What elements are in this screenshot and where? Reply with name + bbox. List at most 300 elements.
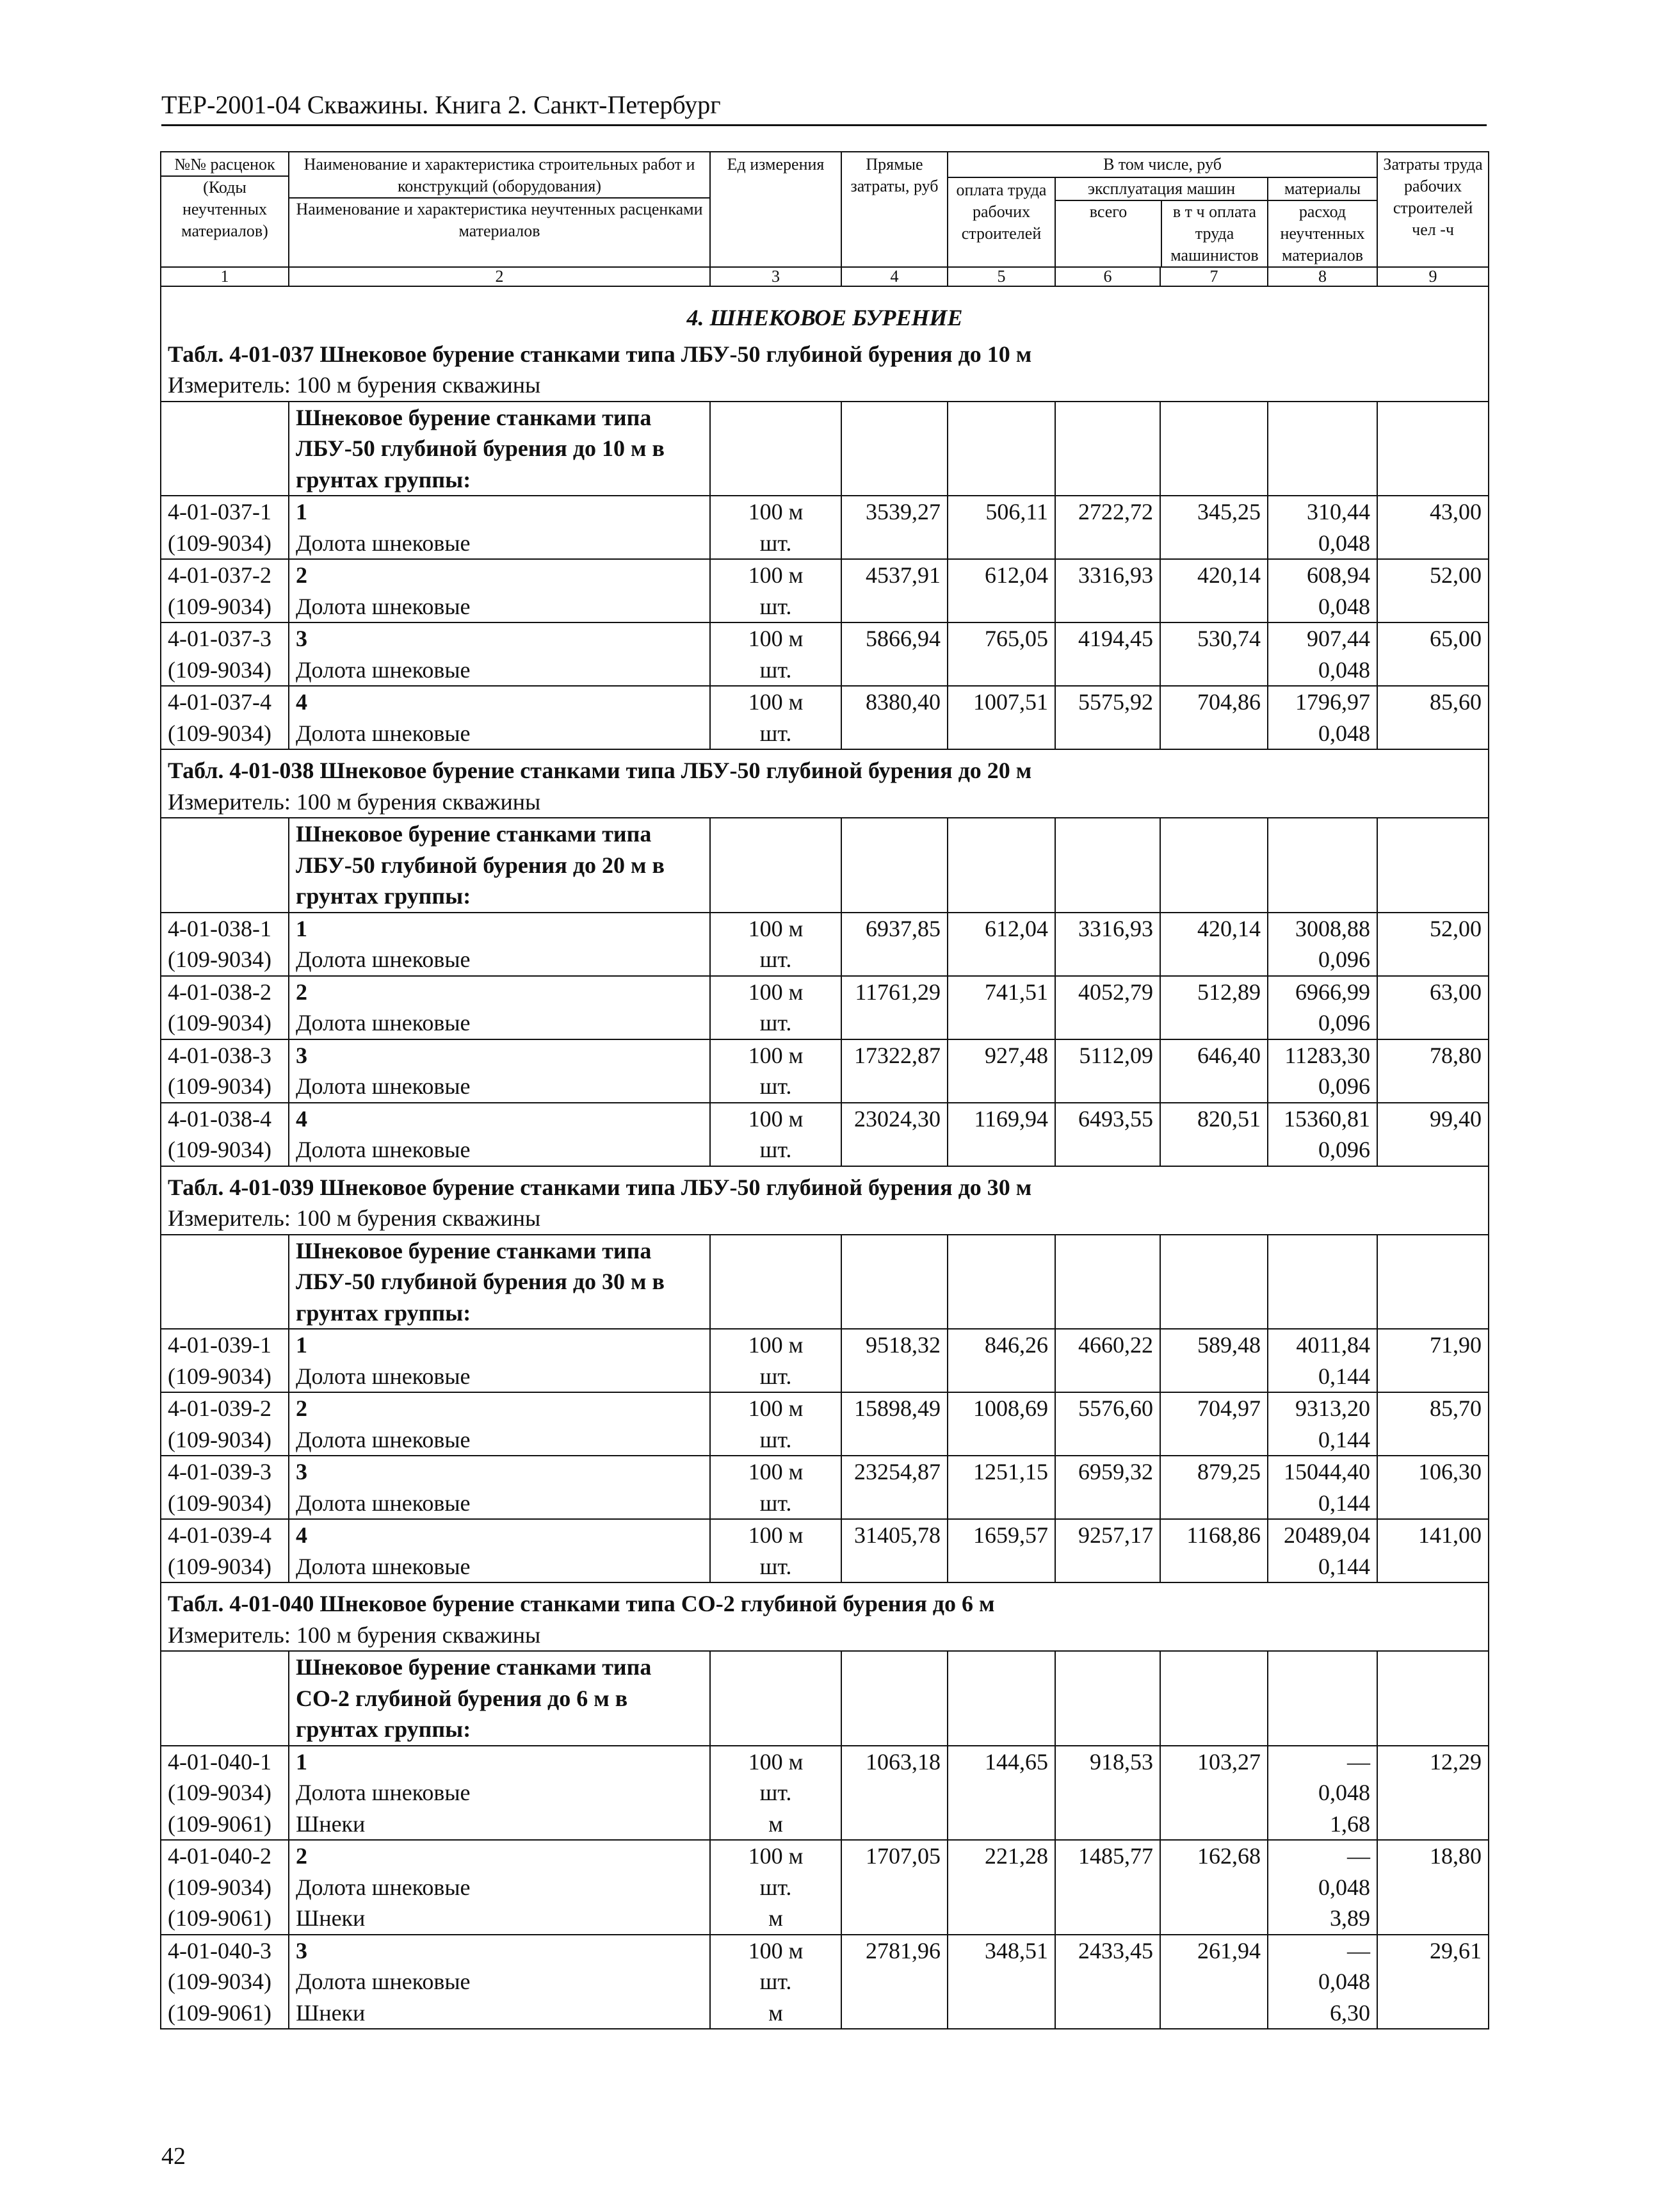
empty-cell <box>1377 818 1489 913</box>
rate-cell: 100 м <box>710 686 841 718</box>
rate-cell: 2781,96 <box>841 1935 948 1967</box>
header-col-materials: материалы расход неучтенных материалов <box>1268 177 1377 267</box>
rate-cell: 3 <box>289 1039 710 1071</box>
material-cell: (109-9034) <box>161 1488 289 1520</box>
empty-cell <box>161 818 289 913</box>
header-col-labor: Затраты труда рабочих строителей чел -ч <box>1377 152 1489 267</box>
rate-cell: 100 м <box>710 1746 841 1778</box>
material-cell <box>1055 1424 1160 1456</box>
material-cell <box>1055 1903 1160 1935</box>
rate-cell: 1659,57 <box>948 1519 1055 1551</box>
material-cell <box>841 1134 948 1166</box>
rate-cell: 907,44 <box>1268 622 1377 655</box>
intro-row <box>161 818 1489 913</box>
material-cell <box>1160 1997 1268 2029</box>
table-meter: Измеритель: 100 м бурения скважины <box>161 1620 1489 1652</box>
material-cell: шт. <box>710 1551 841 1583</box>
table-title: Табл. 4-01-040 Шнековое бурение станками типа СО-2 глубиной бурения до 6 м <box>161 1582 1489 1620</box>
material-cell <box>1055 655 1160 687</box>
empty-cell <box>841 1651 948 1746</box>
rate-cell: 345,25 <box>1160 496 1268 528</box>
material-cell <box>841 1551 948 1583</box>
rate-cell: 4 <box>289 1519 710 1551</box>
material-cell <box>841 1966 948 1997</box>
material-cell <box>948 1488 1055 1520</box>
material-cell: 0,144 <box>1268 1551 1377 1583</box>
material-cell: Долота шнековые <box>289 1007 710 1039</box>
empty-cell <box>1160 1235 1268 1330</box>
rate-cell: 4-01-039-4 <box>161 1519 289 1551</box>
header-numbers <box>161 267 1489 286</box>
material-cell: Долота шнековые <box>289 1488 710 1520</box>
material-cell <box>948 655 1055 687</box>
material-cell <box>948 1872 1055 1903</box>
rate-cell: 608,94 <box>1268 559 1377 591</box>
material-cell: Долота шнековые <box>289 1134 710 1166</box>
rate-cell: 612,04 <box>948 559 1055 591</box>
empty-cell <box>1268 1235 1377 1330</box>
material-cell: 0,048 <box>1268 718 1377 750</box>
material-cell <box>1377 1997 1489 2029</box>
header-col-name: Наименование и характеристика строительных работ и конструкций (оборудования) Наименование и характеристика неучтенных расценками материалов <box>289 152 710 267</box>
work-description <box>289 818 710 913</box>
rate-row <box>161 559 1489 591</box>
material-cell <box>841 718 948 750</box>
material-cell: 0,048 <box>1268 1872 1377 1903</box>
header-col-code: №№ расценок (Коды неучтенных материалов) <box>161 152 289 267</box>
material-cell: 6,30 <box>1268 1997 1377 2029</box>
material-cell <box>1055 1777 1160 1809</box>
rate-cell: 100 м <box>710 1039 841 1071</box>
rate-cell: 43,00 <box>1377 496 1489 528</box>
rate-cell: 5112,09 <box>1055 1039 1160 1071</box>
material-cell: Шнеки <box>289 1903 710 1935</box>
rate-cell: 2 <box>289 976 710 1008</box>
material-cell <box>948 1361 1055 1393</box>
material-cell: 1,68 <box>1268 1809 1377 1841</box>
rate-cell: 9518,32 <box>841 1329 948 1361</box>
material-cell: Шнеки <box>289 1997 710 2029</box>
material-cell: м <box>710 1997 841 2029</box>
table-title-row <box>161 1166 1489 1203</box>
material-cell <box>1055 1809 1160 1841</box>
material-cell <box>1377 1488 1489 1520</box>
material-cell: Долота шнековые <box>289 528 710 560</box>
material-cell <box>948 1966 1055 1997</box>
empty-cell <box>1160 402 1268 496</box>
material-row <box>161 1134 1489 1166</box>
material-cell: 0,096 <box>1268 1071 1377 1103</box>
material-cell <box>841 655 948 687</box>
column-number: 3 <box>710 267 841 286</box>
rate-cell: 1707,05 <box>841 1840 948 1872</box>
rate-cell: 6937,85 <box>841 913 948 945</box>
material-row <box>161 1997 1489 2029</box>
intro-row <box>161 402 1489 496</box>
rate-row <box>161 1935 1489 1967</box>
material-cell: шт. <box>710 1361 841 1393</box>
rate-cell: 2722,72 <box>1055 496 1160 528</box>
rate-cell: 85,70 <box>1377 1392 1489 1424</box>
empty-cell <box>1055 402 1160 496</box>
material-cell <box>948 528 1055 560</box>
material-cell <box>1055 1997 1160 2029</box>
rate-cell: 4-01-037-3 <box>161 622 289 655</box>
material-row <box>161 655 1489 687</box>
rate-cell: 1485,77 <box>1055 1840 1160 1872</box>
material-cell <box>841 1488 948 1520</box>
rates-table <box>160 151 1489 2029</box>
rate-cell: 3 <box>289 1456 710 1488</box>
table-meter: Измеритель: 100 м бурения скважины <box>161 786 1489 818</box>
rate-cell: 3539,27 <box>841 496 948 528</box>
header-col-machines: эксплуатация машин всего в т ч оплата труда машинистов <box>1055 177 1268 267</box>
material-cell <box>1160 1134 1268 1166</box>
material-cell <box>948 1997 1055 2029</box>
material-cell: 0,144 <box>1268 1361 1377 1393</box>
rate-cell: 4-01-037-2 <box>161 559 289 591</box>
material-row <box>161 1777 1489 1809</box>
rate-cell: 78,80 <box>1377 1039 1489 1071</box>
section-title: 4. ШНЕКОВОЕ БУРЕНИЕ <box>161 286 1489 334</box>
rate-cell: 4660,22 <box>1055 1329 1160 1361</box>
material-cell <box>1160 655 1268 687</box>
material-cell <box>1160 1488 1268 1520</box>
work-description-line: грунтах группы: <box>296 1299 471 1326</box>
material-cell: шт. <box>710 655 841 687</box>
rate-cell: 420,14 <box>1160 913 1268 945</box>
rate-cell: 1007,51 <box>948 686 1055 718</box>
empty-cell <box>841 1235 948 1330</box>
work-description-line: Шнековое бурение станками типа <box>296 1237 652 1264</box>
table-header <box>161 152 1489 286</box>
empty-cell <box>841 402 948 496</box>
material-cell: (109-9061) <box>161 1997 289 2029</box>
material-cell <box>1377 655 1489 687</box>
material-cell <box>1377 1424 1489 1456</box>
rate-cell: 2 <box>289 1840 710 1872</box>
rate-cell: 63,00 <box>1377 976 1489 1008</box>
material-cell <box>1377 1903 1489 1935</box>
rate-cell: 612,04 <box>948 913 1055 945</box>
meter-row <box>161 1203 1489 1235</box>
material-cell: Долота шнековые <box>289 1966 710 1997</box>
material-cell <box>1160 591 1268 623</box>
rate-cell: 348,51 <box>948 1935 1055 1967</box>
rate-cell: 6493,55 <box>1055 1103 1160 1135</box>
rate-row <box>161 976 1489 1008</box>
material-cell: (109-9034) <box>161 591 289 623</box>
rate-cell: 17322,87 <box>841 1039 948 1071</box>
rate-cell: 2433,45 <box>1055 1935 1160 1967</box>
material-row <box>161 1361 1489 1393</box>
material-cell <box>1055 528 1160 560</box>
material-cell <box>1160 1809 1268 1841</box>
rate-cell: 106,30 <box>1377 1456 1489 1488</box>
material-cell <box>948 1071 1055 1103</box>
rate-cell: 5575,92 <box>1055 686 1160 718</box>
material-cell <box>1377 718 1489 750</box>
rate-cell: 221,28 <box>948 1840 1055 1872</box>
material-cell <box>1055 1872 1160 1903</box>
material-cell <box>948 1134 1055 1166</box>
rate-cell: 11761,29 <box>841 976 948 1008</box>
rate-cell: 100 м <box>710 913 841 945</box>
rate-cell: 8380,40 <box>841 686 948 718</box>
empty-cell <box>1268 402 1377 496</box>
empty-cell <box>161 1235 289 1330</box>
material-cell: Долота шнековые <box>289 1071 710 1103</box>
rate-cell: 4-01-037-4 <box>161 686 289 718</box>
rate-row <box>161 1456 1489 1488</box>
work-description-line: Шнековое бурение станками типа <box>296 821 652 847</box>
material-cell <box>1160 1777 1268 1809</box>
rate-cell: 4052,79 <box>1055 976 1160 1008</box>
material-cell <box>841 1872 948 1903</box>
table-title: Табл. 4-01-039 Шнековое бурение станками типа ЛБУ-50 глубиной бурения до 30 м <box>161 1166 1489 1203</box>
rate-cell: 100 м <box>710 1103 841 1135</box>
material-cell: шт. <box>710 591 841 623</box>
rate-cell: 15898,49 <box>841 1392 948 1424</box>
rate-cell: — <box>1268 1746 1377 1778</box>
material-cell <box>1377 1872 1489 1903</box>
material-cell: шт. <box>710 1134 841 1166</box>
material-cell <box>1160 1424 1268 1456</box>
work-description-line: грунтах группы: <box>296 1716 471 1742</box>
material-cell <box>1055 718 1160 750</box>
material-cell <box>948 1809 1055 1841</box>
rate-cell: 4 <box>289 1103 710 1135</box>
rate-cell: 765,05 <box>948 622 1055 655</box>
material-cell: 0,048 <box>1268 528 1377 560</box>
intro-row <box>161 1235 1489 1330</box>
material-cell: (109-9034) <box>161 1007 289 1039</box>
material-cell <box>1377 944 1489 976</box>
material-cell <box>948 591 1055 623</box>
rate-cell: 3008,88 <box>1268 913 1377 945</box>
work-description <box>289 1651 710 1746</box>
rate-cell: 144,65 <box>948 1746 1055 1778</box>
material-cell <box>841 1361 948 1393</box>
rate-cell: 4194,45 <box>1055 622 1160 655</box>
rate-cell: 4-01-038-4 <box>161 1103 289 1135</box>
empty-cell <box>1055 818 1160 913</box>
material-cell: (109-9034) <box>161 1134 289 1166</box>
material-cell <box>1377 1551 1489 1583</box>
rate-cell: 4-01-039-2 <box>161 1392 289 1424</box>
rate-cell: 820,51 <box>1160 1103 1268 1135</box>
rates-table-wrapper <box>160 151 1488 2029</box>
material-cell: (109-9034) <box>161 528 289 560</box>
material-row <box>161 1872 1489 1903</box>
work-description-line: СО-2 глубиной бурения до 6 м в <box>296 1685 628 1711</box>
material-row <box>161 718 1489 750</box>
rate-cell: 2 <box>289 559 710 591</box>
rate-cell: 100 м <box>710 1840 841 1872</box>
header-col-unit: Ед измерения <box>710 152 841 267</box>
material-cell <box>1160 944 1268 976</box>
rate-cell: 3316,93 <box>1055 913 1160 945</box>
material-cell <box>1377 1007 1489 1039</box>
rate-cell: 4-01-039-1 <box>161 1329 289 1361</box>
section-row <box>161 286 1489 334</box>
rate-cell: 100 м <box>710 1329 841 1361</box>
empty-cell <box>710 402 841 496</box>
work-description-line: Шнековое бурение станками типа <box>296 404 652 430</box>
work-description <box>289 402 710 496</box>
rate-cell: 506,11 <box>948 496 1055 528</box>
rate-cell: 704,86 <box>1160 686 1268 718</box>
material-cell <box>1160 1007 1268 1039</box>
rate-row <box>161 913 1489 945</box>
rate-cell: 4-01-040-2 <box>161 1840 289 1872</box>
material-cell: 0,096 <box>1268 944 1377 976</box>
material-cell: (109-9034) <box>161 1361 289 1393</box>
rate-cell: 1 <box>289 496 710 528</box>
rate-cell: 918,53 <box>1055 1746 1160 1778</box>
material-cell <box>841 1903 948 1935</box>
material-cell <box>1377 1809 1489 1841</box>
rate-row <box>161 1329 1489 1361</box>
empty-cell <box>1377 1651 1489 1746</box>
rate-cell: 4-01-038-3 <box>161 1039 289 1071</box>
empty-cell <box>1268 1651 1377 1746</box>
material-cell: Долота шнековые <box>289 944 710 976</box>
running-title: ТЕР-2001-04 Скважины. Книга 2. Санкт-Петербург <box>161 90 721 119</box>
material-cell: (109-9034) <box>161 718 289 750</box>
column-number: 9 <box>1377 267 1489 286</box>
rate-cell: 4-01-040-3 <box>161 1935 289 1967</box>
rate-cell: 1251,15 <box>948 1456 1055 1488</box>
material-cell <box>1377 591 1489 623</box>
rate-cell: 11283,30 <box>1268 1039 1377 1071</box>
empty-cell <box>161 1651 289 1746</box>
material-cell: шт. <box>710 1424 841 1456</box>
rate-cell: 5866,94 <box>841 622 948 655</box>
table-meter: Измеритель: 100 м бурения скважины <box>161 1203 1489 1235</box>
empty-cell <box>1268 818 1377 913</box>
material-cell: (109-9061) <box>161 1903 289 1935</box>
rate-cell: 4-01-040-1 <box>161 1746 289 1778</box>
material-cell <box>841 1071 948 1103</box>
material-cell: (109-9034) <box>161 1424 289 1456</box>
work-description-line: ЛБУ-50 глубиной бурения до 30 м в <box>296 1269 665 1294</box>
material-cell <box>1377 1966 1489 1997</box>
rate-cell: 646,40 <box>1160 1039 1268 1071</box>
empty-cell <box>948 1235 1055 1330</box>
rate-cell: 1796,97 <box>1268 686 1377 718</box>
material-cell: (109-9061) <box>161 1809 289 1841</box>
rate-cell: 1063,18 <box>841 1746 948 1778</box>
empty-cell <box>841 818 948 913</box>
material-row <box>161 1007 1489 1039</box>
column-number: 6 <box>1055 267 1160 286</box>
material-cell <box>948 1903 1055 1935</box>
material-cell: 0,048 <box>1268 1777 1377 1809</box>
material-row <box>161 591 1489 623</box>
empty-cell <box>948 818 1055 913</box>
material-cell <box>1377 1134 1489 1166</box>
rate-cell: 879,25 <box>1160 1456 1268 1488</box>
rate-cell: 9313,20 <box>1268 1392 1377 1424</box>
rate-cell: 1 <box>289 913 710 945</box>
material-row <box>161 528 1489 560</box>
material-cell: шт. <box>710 1007 841 1039</box>
empty-cell <box>1160 818 1268 913</box>
material-cell <box>1055 1361 1160 1393</box>
material-cell <box>841 1424 948 1456</box>
rate-cell: 4011,84 <box>1268 1329 1377 1361</box>
header-col-pay: оплата труда рабочих строителей <box>948 177 1055 267</box>
material-cell: 0,048 <box>1268 591 1377 623</box>
material-cell: шт. <box>710 528 841 560</box>
material-cell <box>1160 1903 1268 1935</box>
material-cell: 0,144 <box>1268 1424 1377 1456</box>
material-cell <box>1055 1007 1160 1039</box>
material-row <box>161 1488 1489 1520</box>
rate-cell: — <box>1268 1935 1377 1967</box>
rate-cell: 530,74 <box>1160 622 1268 655</box>
rate-row <box>161 1392 1489 1424</box>
material-cell: Долота шнековые <box>289 591 710 623</box>
rate-cell: 704,97 <box>1160 1392 1268 1424</box>
material-cell <box>1377 528 1489 560</box>
table-body <box>161 286 1489 2029</box>
material-row <box>161 1966 1489 1997</box>
rate-cell: 846,26 <box>948 1329 1055 1361</box>
rate-cell: 4-01-038-1 <box>161 913 289 945</box>
material-cell: Долота шнековые <box>289 1424 710 1456</box>
material-row <box>161 1071 1489 1103</box>
material-cell: Долота шнековые <box>289 1551 710 1583</box>
rate-cell: 99,40 <box>1377 1103 1489 1135</box>
rate-cell: — <box>1268 1840 1377 1872</box>
material-cell: 0,096 <box>1268 1007 1377 1039</box>
rate-cell: 65,00 <box>1377 622 1489 655</box>
material-cell: (109-9034) <box>161 944 289 976</box>
rate-cell: 310,44 <box>1268 496 1377 528</box>
empty-cell <box>1055 1651 1160 1746</box>
rate-cell: 162,68 <box>1160 1840 1268 1872</box>
rate-cell: 5576,60 <box>1055 1392 1160 1424</box>
intro-row <box>161 1651 1489 1746</box>
rate-cell: 100 м <box>710 1456 841 1488</box>
rate-cell: 3316,93 <box>1055 559 1160 591</box>
column-number: 7 <box>1160 267 1268 286</box>
rate-cell: 6966,99 <box>1268 976 1377 1008</box>
rate-cell: 1 <box>289 1329 710 1361</box>
meter-row <box>161 370 1489 402</box>
material-cell: шт. <box>710 1966 841 1997</box>
work-description-line: Шнековое бурение станками типа <box>296 1654 652 1680</box>
column-number: 5 <box>948 267 1055 286</box>
rate-cell: 71,90 <box>1377 1329 1489 1361</box>
rate-cell: 23254,87 <box>841 1456 948 1488</box>
rate-cell: 12,29 <box>1377 1746 1489 1778</box>
material-cell <box>1055 591 1160 623</box>
table-title-row <box>161 334 1489 370</box>
rate-cell: 1169,94 <box>948 1103 1055 1135</box>
rate-row <box>161 686 1489 718</box>
work-description-line: грунтах группы: <box>296 466 471 492</box>
material-cell <box>841 528 948 560</box>
rate-cell: 100 м <box>710 1935 841 1967</box>
material-cell <box>1160 1551 1268 1583</box>
material-cell: 0,048 <box>1268 655 1377 687</box>
rate-cell: 512,89 <box>1160 976 1268 1008</box>
empty-cell <box>710 1651 841 1746</box>
empty-cell <box>161 402 289 496</box>
